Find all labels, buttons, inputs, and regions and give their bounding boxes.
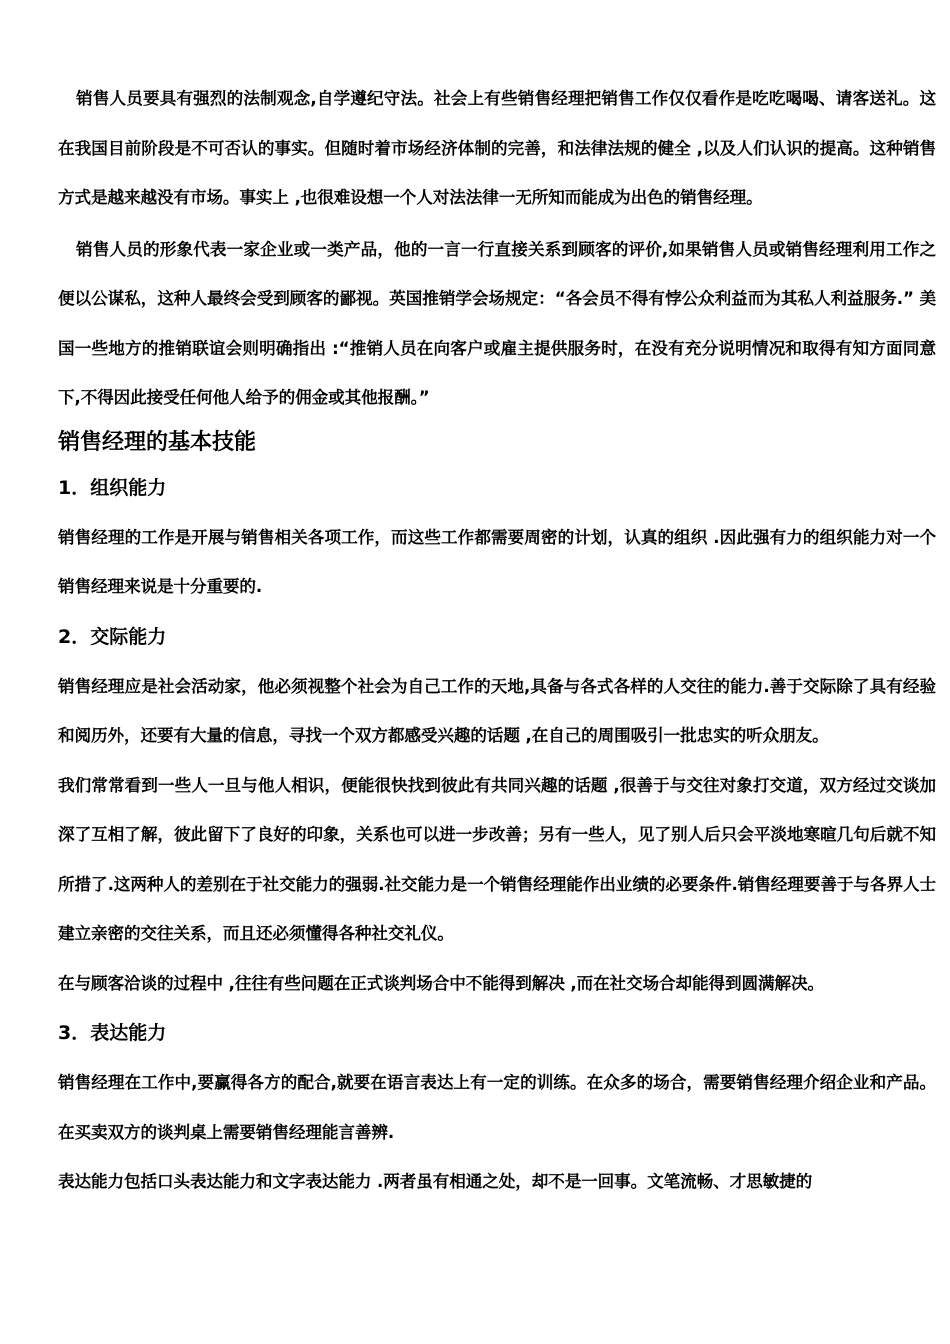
- intro-paragraph-1: 销售人员要具有强烈的法制观念,自学遵纪守法。社会上有些销售经理把销售工作仅仅看作是吃吃喝喝、请客送礼。这在我国目前阶段是不可否认的事实。但随时着市场经济体制的完善，和法律法规的健全 ,以及人们认识的提高。这种销售方式是越来越没有市场。事实上 ,也很难设想一个人对法法律一无所知而能成为出色的销售经理。: [58, 89, 936, 207]
- skill-communication-paragraph-1: 销售经理应是社会活动家，他必须视整个社会为自己工作的天地,具备与各式各样的人交往的能力.善于交际除了具有经验和阅历外，还要有大量的信息，寻找一个双方都感受兴趣的话题 ,在自己的周围吸引一批忠实的听众朋友。: [58, 676, 936, 745]
- skill-expression-paragraph-2: 表达能力包括口头表达能力和文字表达能力 .两者虽有相通之处，却不是一回事。文笔流畅、才思敏捷的: [58, 1172, 813, 1191]
- intro-paragraph-2: 销售人员的形象代表一家企业或一类产品，他的一言一行直接关系到顾客的评价,如果销售人员或销售经理利用工作之便以公谋私，这种人最终会受到顾客的鄙视。英国推销学会场规定：“各会员不得有悖公众利益而为其私人利益服务.” 美国一些地方的推销联谊会则明确指出 :“推销人员在向客户或雇主提供服务时，在没有充分说明情况和取得有知方面同意下,不得因此接受任何他人给予的佣金或其他报酬。”: [58, 239, 936, 407]
- skill-title-communication: 2．交际能力: [58, 625, 167, 648]
- skill-expression-paragraph-1: 销售经理在工作中,要赢得各方的配合,就要在语言表达上有一定的训练。在众多的场合，需要销售经理介绍企业和产品。在买卖双方的谈判桌上需要销售经理能言善辨.: [58, 1073, 936, 1142]
- skill-communication-paragraph-2: 我们常常看到一些人一旦与他人相识，便能很快找到彼此有共同兴趣的话题 ,很善于与交往对象打交道，双方经过交谈加深了互相了解，彼此留下了良好的印象，关系也可以进一步改善；另有一些人，见了别人后只会平淡地寒暄几句后就不知所措了.这两种人的差别在于社交能力的强弱.社交能力是一个销售经理能作出业绩的必要条件.销售经理要善于与各界人士建立亲密的交往关系，而且还必须懂得各种社交礼仪。: [58, 775, 936, 943]
- skill-title-expression: 3．表达能力: [58, 1022, 167, 1044]
- document-page: [58, 74, 936, 1207]
- section-title: 销售经理的基本技能: [58, 429, 257, 455]
- skill-communication-paragraph-3: 在与顾客洽谈的过程中 ,往往有些问题在正式谈判场合中不能得到解决 ,而在社交场合却能得到圆满解决。: [58, 973, 824, 993]
- skill-organization-paragraph-1: 销售经理的工作是开展与销售相关各项工作，而这些工作都需要周密的计划，认真的组织 .因此强有力的组织能力对一个销售经理来说是十分重要的.: [58, 527, 936, 596]
- skill-title-organization: 1．组织能力: [58, 476, 167, 499]
